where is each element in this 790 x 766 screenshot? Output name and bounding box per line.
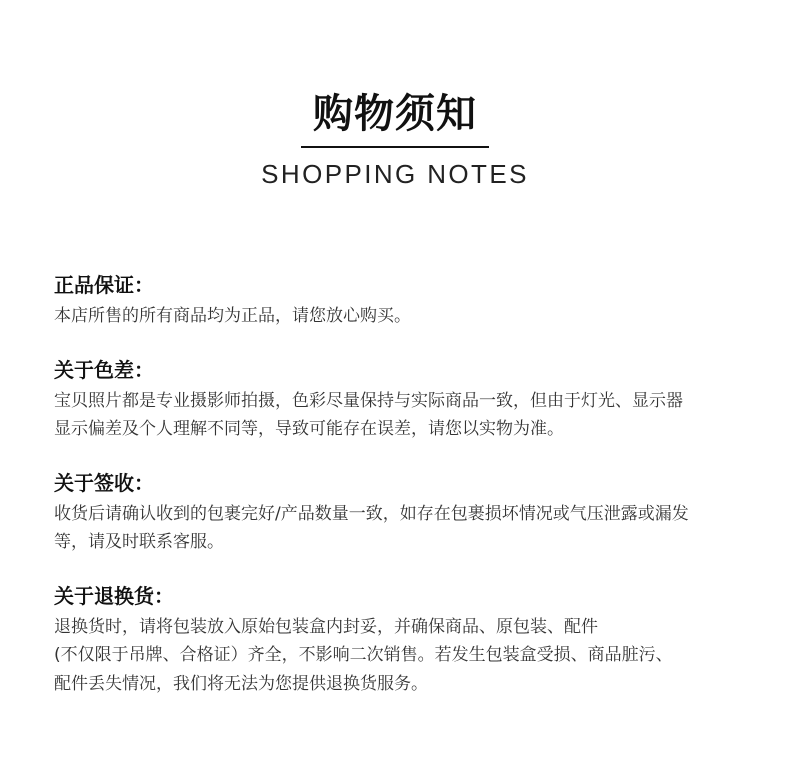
section-heading: 关于签收： bbox=[54, 470, 154, 495]
section-heading: 关于色差： bbox=[54, 357, 154, 382]
section-line: (不仅限于吊牌、合格证）齐全，不影响二次销售。若发生包装盒受损、商品脏污、 bbox=[54, 645, 673, 665]
section-line: 退换货时，请将包装放入原始包装盒内封妥，并确保商品、原包装、配件 bbox=[54, 616, 598, 637]
section-body bbox=[54, 500, 754, 557]
notes-sections bbox=[54, 268, 754, 720]
section-heading: 正品保证： bbox=[54, 273, 154, 297]
section-returns bbox=[54, 579, 754, 699]
section-receipt bbox=[54, 466, 754, 557]
section-line: 收货后请确认收到的包裹完好/产品数量一致，如存在包裹损坏情况或气压泄露或漏发 bbox=[54, 503, 689, 524]
page-header bbox=[0, 86, 790, 190]
title-divider bbox=[301, 146, 489, 148]
section-line: 配件丢失情况，我们将无法为您提供退换货服务。 bbox=[54, 673, 428, 694]
section-line: 本店所售的所有商品均为正品，请您放心购买。 bbox=[54, 306, 411, 326]
page-subtitle: SHOPPING NOTES bbox=[261, 159, 529, 189]
section-color-difference bbox=[54, 353, 754, 444]
page-title: 购物须知 bbox=[313, 91, 477, 137]
section-line: 显示偏差及个人理解不同等，导致可能存在误差，请您以实物为准。 bbox=[54, 419, 564, 439]
section-heading: 关于退换货： bbox=[54, 583, 174, 608]
section-line: 等，请及时联系客服。 bbox=[54, 532, 224, 552]
section-body bbox=[54, 613, 754, 699]
section-line: 宝贝照片都是专业摄影师拍摄，色彩尽量保持与实际商品一致，但由于灯光、显示器 bbox=[54, 390, 683, 411]
section-authenticity bbox=[54, 268, 754, 331]
section-body bbox=[54, 387, 754, 444]
section-body bbox=[54, 302, 754, 331]
